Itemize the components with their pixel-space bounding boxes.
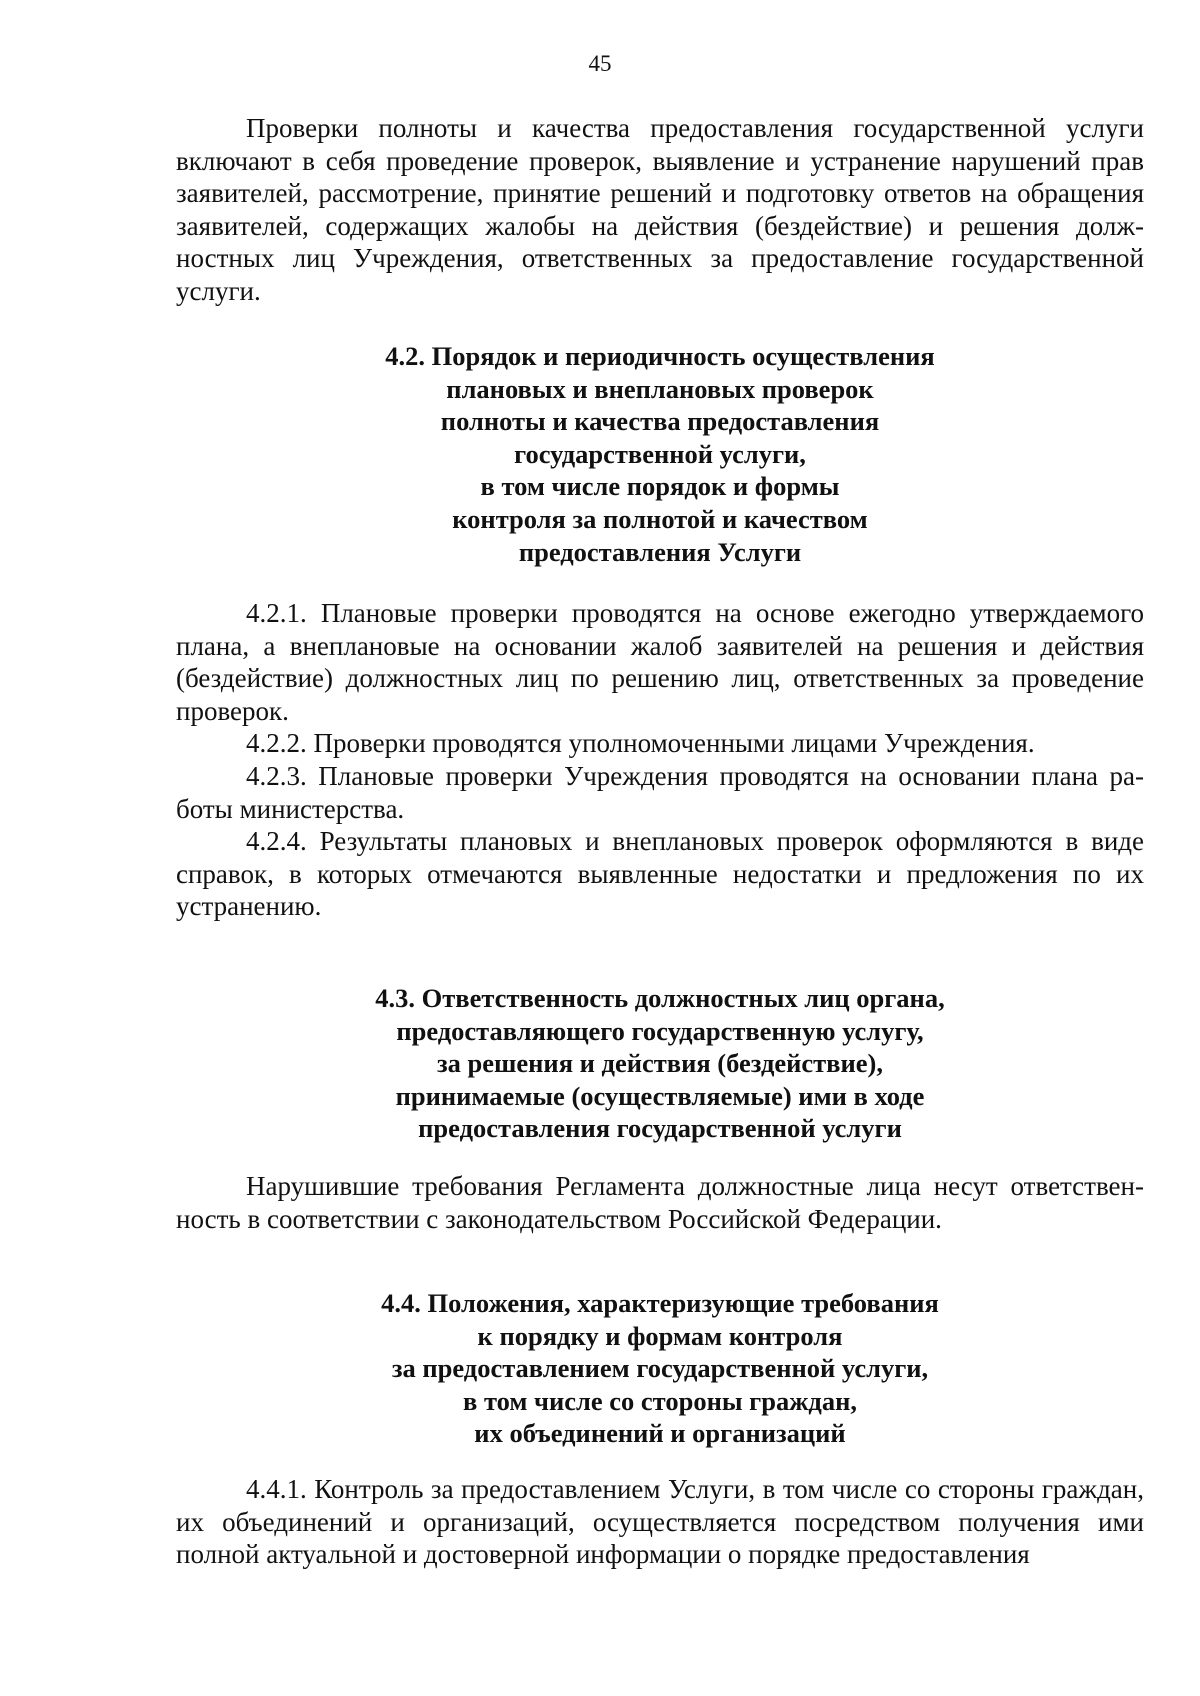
section-4-3-body bbox=[176, 1170, 1144, 1235]
heading-line: в том числе со стороны граждан, bbox=[463, 1385, 857, 1416]
paragraph-4-3: Нарушившие требования Регламента должностные лица несут ответственность в соответствии с законодательством Российской Федерации. bbox=[176, 1171, 1144, 1234]
heading-line: 4.2. Порядок и периодичность осуществления bbox=[385, 341, 935, 371]
intro-paragraph-block bbox=[176, 112, 1144, 308]
paragraph-4-2-3: 4.2.3. Плановые проверки Учреждения проводятся на основании плана работы министерства. bbox=[176, 760, 1144, 824]
heading-line: контроля за полнотой и качеством bbox=[452, 503, 868, 534]
heading-line: в том числе порядок и формы bbox=[480, 471, 840, 502]
section-4-2-heading bbox=[176, 340, 1144, 568]
heading-line: принимаемые (осуществляемые) ими в ходе bbox=[395, 1080, 925, 1111]
section-4-3-heading bbox=[176, 982, 1144, 1145]
heading-line: 4.4. Положения, характеризующие требования bbox=[381, 1288, 939, 1318]
heading-line: их объединений и организаций bbox=[474, 1418, 846, 1449]
heading-line: предоставления Услуги bbox=[518, 536, 802, 567]
heading-line: за решения и действия (бездействие), bbox=[437, 1048, 883, 1079]
section-4-4-heading bbox=[176, 1287, 1144, 1450]
paragraph-4-2-1: 4.2.1. Плановые проверки проводятся на основе ежегодно утверждаемого плана, а внеплановые на основании жалоб заявителей на решения и действия (бездействие) должностных лиц по решению лиц, ответственных за проведение проверок. bbox=[176, 598, 1144, 726]
section-4-2-body bbox=[176, 597, 1144, 923]
page-number: 45 bbox=[588, 51, 612, 76]
paragraph-4-2-2: 4.2.2. Проверки проводятся уполномоченными лицами Учреждения. bbox=[246, 728, 1035, 759]
heading-line: предоставляющего государственную услугу, bbox=[396, 1015, 924, 1046]
section-4-4-body bbox=[176, 1473, 1144, 1571]
heading-line: плановых и внеплановых проверок bbox=[446, 373, 874, 404]
paragraph-4-4-1: 4.4.1. Контроль за предоставлением Услуги, в том числе со стороны граждан, их объединений и организаций, осуществляется посредством получения ими полной актуальной и достоверной информации о порядке предоставления bbox=[176, 1474, 1144, 1570]
intro-paragraph: Проверки полноты и качества предоставления государственной услуги включают в себя проведение проверок, выявление и устранение нарушений прав заявителей, рассмотрение, принятие решений и подготовку ответов на обращения заявителей, содержащих жалобы на действия (бездействие) и решения должностных лиц Учреждения, ответственных за предоставление государственной услуги. bbox=[176, 113, 1144, 306]
heading-line: 4.3. Ответственность должностных лиц органа, bbox=[375, 983, 945, 1013]
heading-line: предоставления государственной услуги bbox=[418, 1113, 902, 1144]
heading-line: полноты и качества предоставления bbox=[440, 406, 880, 437]
paragraph-4-2-4: 4.2.4. Результаты плановых и внеплановых проверок оформляются в виде справок, в которых отмечаются выявленные недостатки и предложения по их устранению. bbox=[176, 826, 1144, 922]
heading-line: к порядку и формам контроля bbox=[477, 1320, 843, 1351]
heading-line: за предоставлением государственной услуги, bbox=[391, 1353, 929, 1384]
heading-line: государственной услуги, bbox=[514, 438, 806, 469]
